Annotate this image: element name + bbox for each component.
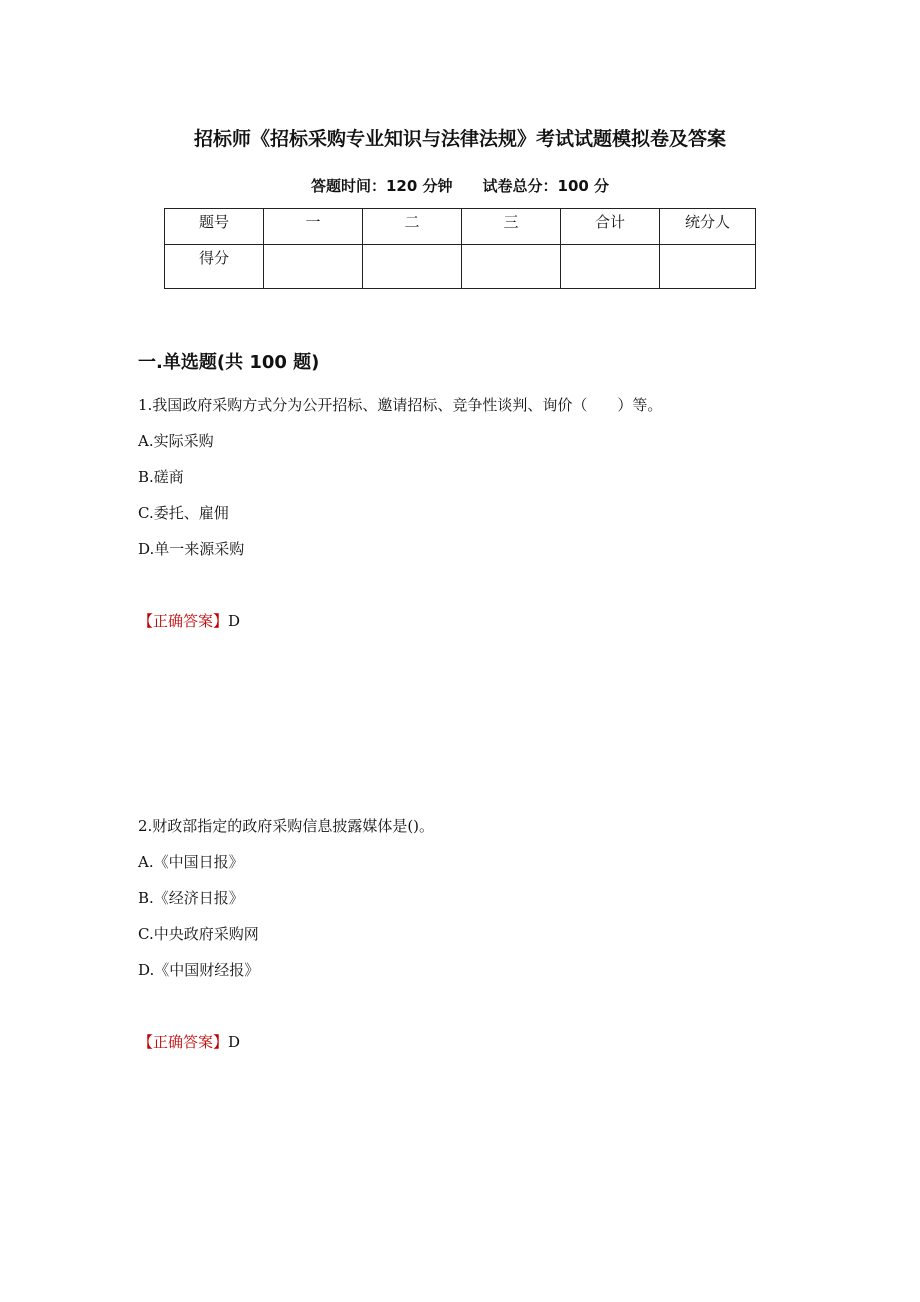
question-1-option-a: A.实际采购 (138, 432, 214, 450)
exam-meta (0, 175, 920, 196)
question-2-option-a: A.《中国日报》 (138, 853, 244, 871)
question-2-option-c: C.中央政府采购网 (138, 925, 259, 943)
header-cell-1: 一 (264, 209, 363, 245)
score-table-header-row (165, 209, 756, 245)
score-cell (561, 245, 660, 289)
question-1-option-d: D.单一来源采购 (138, 540, 245, 558)
exam-total-score: 试卷总分：100 分 (482, 177, 610, 195)
answer-label: 【正确答案】 (138, 1033, 229, 1051)
exam-time: 答题时间：120 分钟 (310, 177, 453, 195)
question-2-text: 2.财政部指定的政府采购信息披露媒体是()。 (138, 817, 435, 835)
header-cell-grader: 统分人 (660, 209, 756, 245)
score-row-label: 得分 (165, 245, 264, 289)
question-1-option-b: B.磋商 (138, 468, 184, 486)
header-cell-2: 二 (363, 209, 462, 245)
score-cell (462, 245, 561, 289)
question-1-answer (138, 610, 240, 631)
score-table-score-row (165, 245, 756, 289)
answer-label: 【正确答案】 (138, 612, 229, 630)
question-1-option-c: C.委托、雇佣 (138, 504, 229, 522)
header-cell-total: 合计 (561, 209, 660, 245)
score-cell (660, 245, 756, 289)
question-2-answer (138, 1031, 240, 1052)
question-2-option-d: D.《中国财经报》 (138, 961, 260, 979)
question-2-option-b: B.《经济日报》 (138, 889, 244, 907)
header-cell-number: 题号 (165, 209, 264, 245)
header-cell-3: 三 (462, 209, 561, 245)
answer-value: D (228, 1033, 241, 1051)
question-1-text: 1.我国政府采购方式分为公开招标、邀请招标、竞争性谈判、询价（ ）等。 (138, 396, 663, 414)
score-table (164, 208, 756, 289)
score-cell (264, 245, 363, 289)
document-title: 招标师《招标采购专业知识与法律法规》考试试题模拟卷及答案 (193, 128, 726, 150)
answer-value: D (228, 612, 241, 630)
section-heading: 一.单选题(共 100 题) (138, 352, 320, 373)
score-cell (363, 245, 462, 289)
